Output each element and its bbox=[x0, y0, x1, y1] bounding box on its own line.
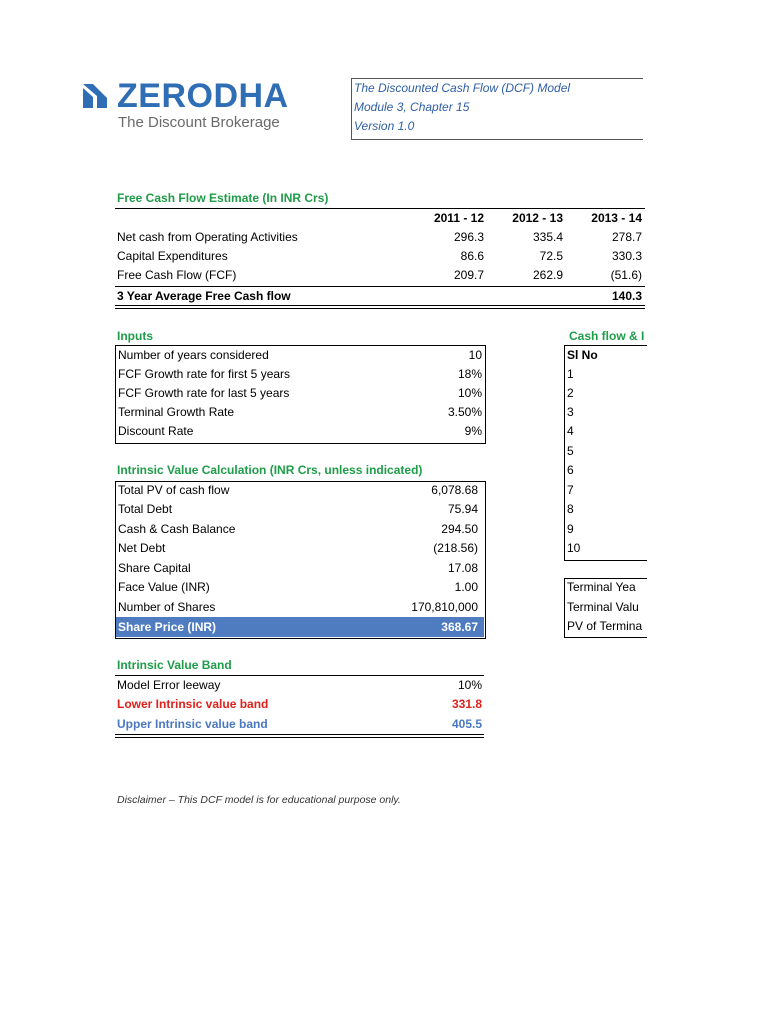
year-header: 2011 - 12 bbox=[433, 211, 484, 225]
cashflow-table bbox=[564, 345, 647, 561]
intrinsic-value: 17.08 bbox=[447, 561, 478, 575]
upper-band-value: 405.5 bbox=[451, 717, 482, 731]
input-value: 10 bbox=[468, 348, 482, 362]
input-value: 10% bbox=[457, 386, 482, 400]
title-line: The Discounted Cash Flow (DCF) Model bbox=[354, 81, 571, 95]
zerodha-logo-icon bbox=[83, 84, 107, 108]
input-value: 3.50% bbox=[447, 405, 482, 419]
intrinsic-label: Total Debt bbox=[118, 502, 173, 516]
sl-no: 9 bbox=[567, 522, 574, 536]
intrinsic-label: Cash & Cash Balance bbox=[118, 522, 236, 536]
band-heading: Intrinsic Value Band bbox=[117, 658, 232, 672]
inputs-heading: Inputs bbox=[117, 329, 153, 343]
year-header: 2013 - 14 bbox=[591, 211, 642, 225]
intrinsic-label: Net Debt bbox=[118, 541, 166, 555]
lower-band-label: Lower Intrinsic value band bbox=[117, 697, 269, 711]
fcf-row-label: Free Cash Flow (FCF) bbox=[117, 268, 237, 282]
upper-band-label: Upper Intrinsic value band bbox=[117, 717, 268, 731]
terminal-label: Terminal Yea bbox=[567, 580, 636, 594]
terminal-label: PV of Termina bbox=[567, 619, 643, 633]
fcf-value: 209.7 bbox=[453, 268, 484, 282]
intrinsic-value: 1.00 bbox=[454, 580, 478, 594]
fcf-value: 262.9 bbox=[532, 268, 563, 282]
terminal-label: Terminal Valu bbox=[567, 600, 639, 614]
sl-no: 4 bbox=[567, 424, 574, 438]
title-line: Version 1.0 bbox=[354, 119, 415, 133]
fcf-value: 335.4 bbox=[532, 230, 563, 244]
intrinsic-label: Number of Shares bbox=[118, 600, 216, 614]
fcf-row-label: Capital Expenditures bbox=[117, 249, 228, 263]
year-header: 2012 - 13 bbox=[512, 211, 563, 225]
logo-wordmark: ZERODHA bbox=[117, 77, 289, 115]
input-label: Discount Rate bbox=[118, 424, 194, 438]
intrinsic-heading: Intrinsic Value Calculation (INR Crs, unless indicated) bbox=[117, 463, 423, 477]
intrinsic-value: 294.50 bbox=[441, 522, 478, 536]
cashflow-heading: Cash flow & I bbox=[569, 329, 645, 343]
lower-band-value: 331.8 bbox=[451, 697, 482, 711]
input-label: Number of years considered bbox=[118, 348, 269, 362]
double-divider bbox=[115, 305, 645, 309]
intrinsic-value: (218.56) bbox=[433, 541, 478, 555]
input-label: Terminal Growth Rate bbox=[118, 405, 235, 419]
fcf-value: 86.6 bbox=[460, 249, 484, 263]
fcf-value: (51.6) bbox=[610, 268, 642, 282]
fcf-row-label: Net cash from Operating Activities bbox=[117, 230, 298, 244]
sl-no: 1 bbox=[567, 367, 574, 381]
sl-no: 2 bbox=[567, 386, 574, 400]
disclaimer: Disclaimer – This DCF model is for educational purpose only. bbox=[117, 794, 401, 806]
sl-no-header: Sl No bbox=[567, 348, 598, 362]
intrinsic-value: 75.94 bbox=[447, 502, 478, 516]
double-divider bbox=[115, 734, 484, 738]
sl-no: 10 bbox=[567, 541, 581, 555]
input-label: FCF Growth rate for first 5 years bbox=[118, 367, 291, 381]
sl-no: 6 bbox=[567, 463, 574, 477]
fcf-value: 296.3 bbox=[453, 230, 484, 244]
fcf-average-label: 3 Year Average Free Cash flow bbox=[117, 289, 291, 303]
input-value: 18% bbox=[457, 367, 482, 381]
input-label: FCF Growth rate for last 5 years bbox=[118, 386, 290, 400]
intrinsic-value: 6,078.68 bbox=[431, 483, 478, 497]
fcf-value: 72.5 bbox=[539, 249, 563, 263]
title-line: Module 3, Chapter 15 bbox=[354, 100, 470, 114]
share-price-value: 368.67 bbox=[441, 620, 478, 634]
fcf-heading: Free Cash Flow Estimate (In INR Crs) bbox=[117, 191, 329, 205]
band-leeway-label: Model Error leeway bbox=[117, 678, 221, 692]
intrinsic-label: Face Value (INR) bbox=[118, 580, 210, 594]
sl-no: 5 bbox=[567, 444, 574, 458]
share-price-row bbox=[116, 617, 484, 637]
band-leeway-value: 10% bbox=[457, 678, 482, 692]
intrinsic-label: Total PV of cash flow bbox=[118, 483, 230, 497]
sl-no: 8 bbox=[567, 502, 574, 516]
share-price-label: Share Price (INR) bbox=[118, 620, 217, 634]
fcf-value: 330.3 bbox=[611, 249, 642, 263]
sl-no: 7 bbox=[567, 483, 574, 497]
fcf-average-value: 140.3 bbox=[611, 289, 642, 303]
logo-tagline: The Discount Brokerage bbox=[118, 114, 280, 131]
title-box bbox=[351, 78, 643, 140]
intrinsic-label: Share Capital bbox=[118, 561, 191, 575]
intrinsic-value: 170,810,000 bbox=[411, 600, 478, 614]
sl-no: 3 bbox=[567, 405, 574, 419]
fcf-value: 278.7 bbox=[611, 230, 642, 244]
input-value: 9% bbox=[464, 424, 482, 438]
